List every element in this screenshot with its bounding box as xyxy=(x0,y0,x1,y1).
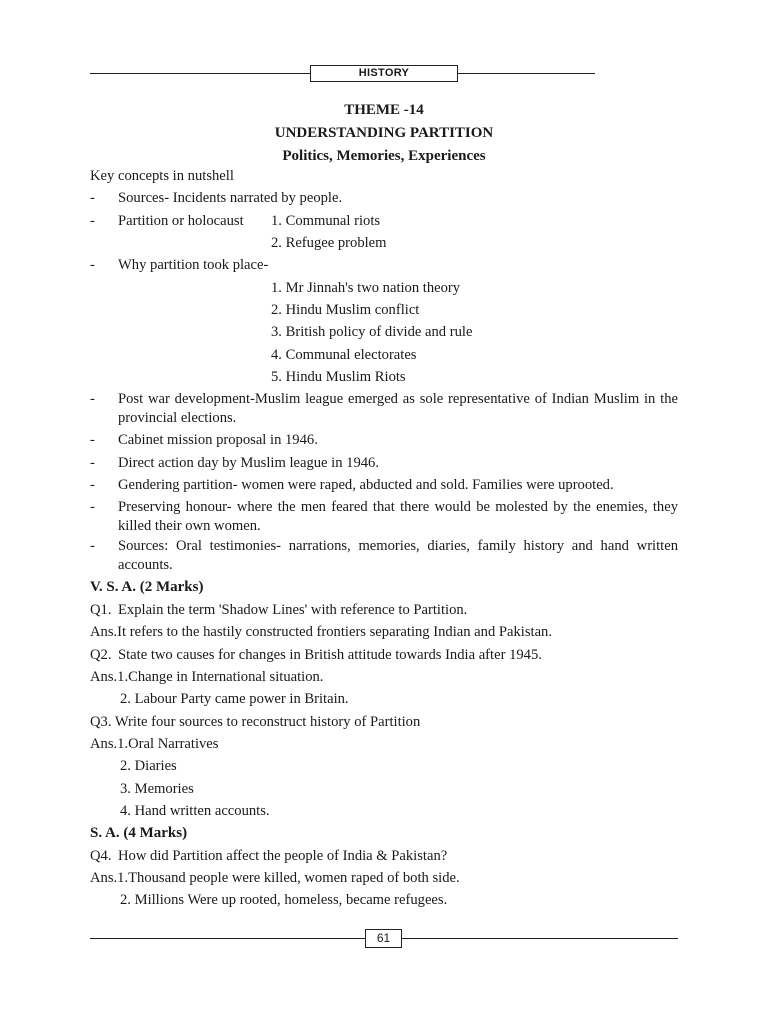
list-item: - Gendering partition- women were raped, abducted and sold. Families were uprooted. xyxy=(90,477,614,494)
page-subtitle: Politics, Memories, Experiences xyxy=(282,148,486,164)
title-block xyxy=(90,99,678,168)
list-item: - Cabinet mission proposal in 1946. xyxy=(90,432,318,449)
answer: Ans.1.Change in International situation. xyxy=(90,668,324,685)
list-item: - Sources- Incidents narrated by people. xyxy=(90,190,343,207)
answer: Ans.It refers to the hastily constructed frontiers separating Indian and Pakistan. xyxy=(90,624,553,641)
sa-heading: S. A. (4 Marks) xyxy=(90,825,188,842)
list-item: - Preserving honour- where the men feared that there would be molested by the enemies, they killed their own women. xyxy=(90,499,678,534)
list-item: - Why partition took place- xyxy=(90,257,269,274)
question: Q4. How did Partition affect the people of India & Pakistan? xyxy=(90,847,448,864)
list-item: - Post war development-Muslim league emerged as sole representative of Indian Muslim in the provincial elections. xyxy=(90,391,678,426)
vsa-heading: V. S. A. (2 Marks) xyxy=(90,579,204,596)
question: Q2. State two causes for changes in British attitude towards India after 1945. xyxy=(90,646,542,663)
list-item: 2. Refugee problem xyxy=(271,235,387,252)
list-item: 4. Communal electorates xyxy=(271,346,417,363)
list-item: 3. British policy of divide and rule xyxy=(271,324,473,341)
list-item: 1. Mr Jinnah's two nation theory xyxy=(271,279,461,296)
page-number: 61 xyxy=(365,929,402,948)
answer: 2. Millions Were up rooted, homeless, became refugees. xyxy=(120,892,448,909)
answer: 2. Diaries xyxy=(120,758,177,775)
question: Q1. Explain the term 'Shadow Lines' with reference to Partition. xyxy=(90,601,468,618)
theme-number: THEME -14 xyxy=(344,102,424,118)
list-item: - Sources: Oral testimonies- narrations, memories, diaries, family history and hand written accounts. xyxy=(90,538,678,573)
answer: Ans.1.Oral Narratives xyxy=(90,735,219,752)
header-label: HISTORY xyxy=(310,65,458,82)
list-item: - Partition or holocaust 1. Communal riots xyxy=(90,212,381,229)
key-concepts-heading: Key concepts in nutshell xyxy=(90,168,234,184)
question: Q3. Write four sources to reconstruct history of Partition xyxy=(90,713,421,730)
page-title: UNDERSTANDING PARTITION xyxy=(274,125,494,141)
answer: Ans.1.Thousand people were killed, women raped of both side. xyxy=(90,869,460,886)
answer: 4. Hand written accounts. xyxy=(120,802,270,819)
list-item: 2. Hindu Muslim conflict xyxy=(271,302,420,319)
answer: 3. Memories xyxy=(120,780,194,797)
answer: 2. Labour Party came power in Britain. xyxy=(120,691,349,708)
list-item: 5. Hindu Muslim Riots xyxy=(271,369,406,386)
list-item: - Direct action day by Muslim league in 1946. xyxy=(90,454,380,471)
content xyxy=(90,165,678,912)
